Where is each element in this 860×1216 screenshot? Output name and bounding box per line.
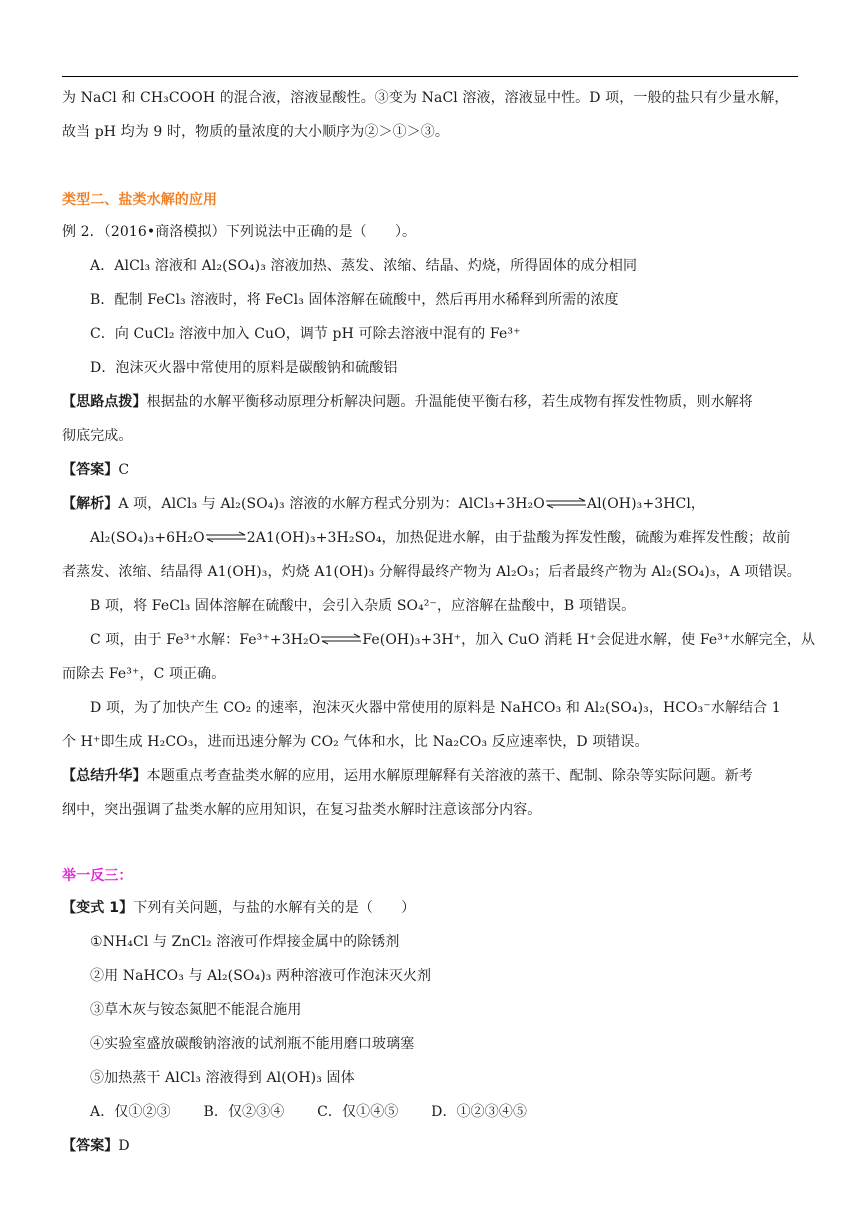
text-line: 为 NaCl 和 CH₃COOH 的混合液，溶液显酸性。③变为 NaCl 溶液，溶液显中性。D 项，一般的盐只有少量水解， bbox=[62, 90, 789, 106]
header-rule bbox=[62, 76, 798, 77]
variant-item: ④实验室盛放碳酸钠溶液的试剂瓶不能用磨口玻璃塞 bbox=[90, 1036, 415, 1052]
hint-text: 根据盐的水解平衡移动原理分析解决问题。升温能使平衡右移，若生成物有挥发性物质，则水解将 bbox=[146, 394, 753, 410]
option-d: D．泡沫灭火器中常使用的原料是碳酸钠和硫酸铝 bbox=[90, 360, 398, 376]
hint-line bbox=[62, 392, 802, 412]
analysis-line: 者蒸发、浓缩、结晶得 A1(OH)₃，灼烧 A1(OH)₃ 分解得最终产物为 Al₂O₃；后者最终产物为 Al₂(SO₄)₃，A 项错误。 bbox=[62, 564, 801, 580]
answer-line bbox=[62, 460, 802, 480]
variant-question: 【变式 1】下列有关问题，与盐的水解有关的是（ ） bbox=[62, 900, 416, 916]
analysis-label: 【解析】 bbox=[62, 496, 119, 512]
hint-label: 【思路点拨】 bbox=[62, 394, 147, 410]
summary-label: 【总结升华】 bbox=[62, 768, 147, 784]
variant-item: ⑤加热蒸干 AlCl₃ 溶液得到 Al(OH)₃ 固体 bbox=[90, 1070, 355, 1086]
variant-label: 【变式 1】 bbox=[62, 900, 134, 916]
analysis-line: D 项，为了加快产生 CO₂ 的速率，泡沫灭火器中常使用的原料是 NaHCO₃ 和 Al₂(SO₄)₃，HCO₃⁻水解结合 1 bbox=[90, 700, 781, 716]
answer-value: D bbox=[118, 1138, 130, 1154]
example-question: 例 2．（2016•商洛模拟）下列说法中正确的是（ ）。 bbox=[62, 224, 417, 240]
answer-label: 【答案】 bbox=[62, 462, 119, 478]
analysis-line: 个 H⁺即生成 H₂CO₃，进而迅速分解为 CO₂ 气体和水，比 Na₂CO₃ 反应速率快，D 项错误。 bbox=[62, 734, 649, 750]
reversible-arrow-icon bbox=[205, 531, 247, 543]
reversible-arrow-icon bbox=[545, 497, 587, 509]
answer-value: C bbox=[118, 462, 130, 478]
option-b: B．配制 FeCl₃ 溶液时，将 FeCl₃ 固体溶解在硫酸中，然后再用水稀释到所需的浓度 bbox=[90, 292, 619, 308]
analysis-line: 而除去 Fe³⁺，C 项正确。 bbox=[62, 666, 226, 682]
section-title: 类型二、盐类水解的应用 bbox=[62, 192, 218, 208]
analysis-line: 【解析】A 项，AlCl₃ 与 Al₂(SO₄)₃ 溶液的水解方程式分别为：AlCl₃+3H₂O Al(OH)₃+3HCl， bbox=[62, 496, 706, 512]
summary-line: 纲中，突出强调了盐类水解的应用知识，在复习盐类水解时注意该部分内容。 bbox=[62, 802, 542, 818]
variant-item: ③草木灰与铵态氮肥不能混合施用 bbox=[90, 1002, 302, 1018]
text-line: 故当 pH 均为 9 时，物质的量浓度的大小顺序为②＞①＞③。 bbox=[62, 124, 449, 140]
variant-choices: A．仅①②③ B．仅②③④ C．仅①④⑤ D．①②③④⑤ bbox=[90, 1104, 528, 1120]
analysis-line: B 项，将 FeCl₃ 固体溶解在硫酸中，会引入杂质 SO₄²⁻，应溶解在盐酸中，B 项错误。 bbox=[90, 598, 636, 614]
variant-answer bbox=[62, 1136, 802, 1156]
practice-title: 举一反三： bbox=[62, 868, 133, 884]
reversible-arrow-icon bbox=[320, 633, 362, 645]
variant-item: ②用 NaHCO₃ 与 Al₂(SO₄)₃ 两种溶液可作泡沫灭火剂 bbox=[90, 968, 432, 984]
analysis-line: Al₂(SO₄)₃+6H₂O 2A1(OH)₃+3H₂SO₄，加热促进水解，由于盐酸为挥发性酸，硫酸为难挥发性酸；故前 bbox=[90, 530, 791, 546]
answer-label: 【答案】 bbox=[62, 1138, 119, 1154]
analysis-line: C 项，由于 Fe³⁺水解：Fe³⁺+3H₂O Fe(OH)₃+3H⁺，加入 CuO 消耗 H⁺会促进水解，使 Fe³⁺水解完全，从 bbox=[90, 632, 816, 648]
hint-line: 彻底完成。 bbox=[62, 428, 133, 444]
summary-line: 【总结升华】本题重点考查盐类水解的应用，运用水解原理解释有关溶液的蒸干、配制、除杂等实际问题。新考 bbox=[62, 768, 753, 784]
option-a: A．AlCl₃ 溶液和 Al₂(SO₄)₃ 溶液加热、蒸发、浓缩、结晶、灼烧，所得固体的成分相同 bbox=[90, 258, 638, 274]
variant-item: ①NH₄Cl 与 ZnCl₂ 溶液可作焊接金属中的除锈剂 bbox=[90, 934, 400, 950]
option-c: C．向 CuCl₂ 溶液中加入 CuO，调节 pH 可除去溶液中混有的 Fe³⁺ bbox=[90, 326, 521, 342]
